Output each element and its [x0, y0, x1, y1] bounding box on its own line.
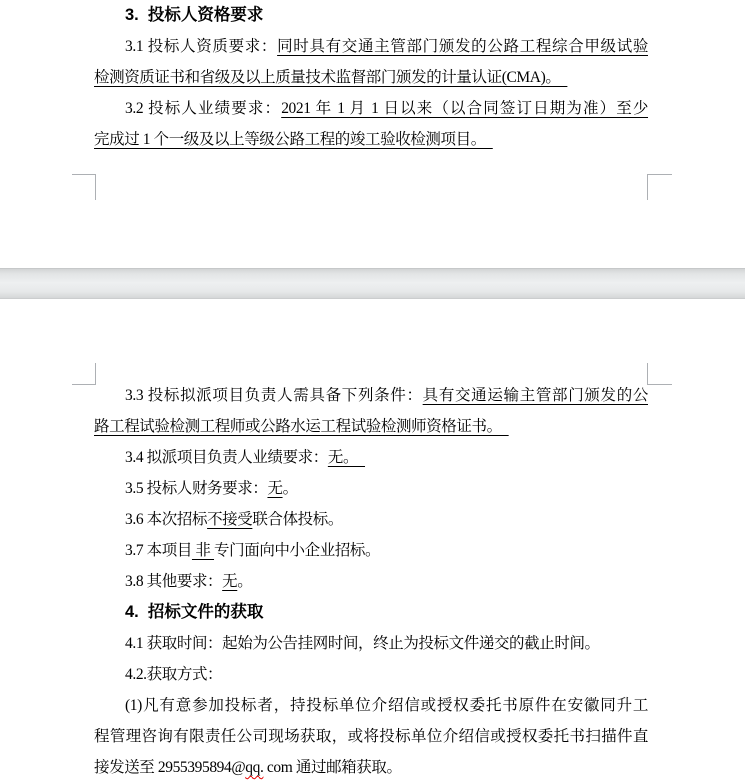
heading-section-3 [94, 0, 648, 31]
para-3-8-underlined: 无 [222, 573, 238, 590]
para-3-7-text-a: 3.7 本项目 [125, 542, 192, 559]
margin-mark-bottom-left [72, 174, 96, 200]
para-3-2-line-1 [94, 93, 648, 124]
para-3-4 [94, 442, 648, 473]
para-4-2-text: 4.2.获取方式： [125, 666, 223, 683]
heading-section-4-text: 4. 招标文件的获取 [125, 603, 264, 621]
para-3-1-line-1 [94, 31, 648, 62]
para-3-8-tail: 。 [237, 573, 253, 590]
para-3-8-label: 3.8 其他要求： [125, 573, 223, 590]
heading-section-4 [94, 597, 648, 628]
para-4-2-1-text-3c: com 通过邮箱获取。 [263, 759, 402, 776]
margin-mark-bottom-right [647, 174, 672, 200]
para-3-2-underlined-2: 完成过 1 个一级及以上等级公路工程的竣工验收检测项目。 [94, 131, 493, 148]
para-3-6 [94, 504, 648, 535]
para-3-1-label: 3.1 投标人资质要求： [125, 38, 278, 55]
para-3-2-line-2 [94, 124, 648, 155]
para-3-3-line-1 [94, 380, 648, 411]
page-break-gap [0, 268, 745, 299]
margin-mark-top-left [72, 363, 96, 385]
para-4-2-1-text-2: 程管理咨询有限责任公司现场获取，或将投标单位介绍信或授权委托书扫描件直 [94, 728, 648, 745]
para-4-2-1-text-3a: 接发送至 2955395894@ [94, 759, 246, 776]
para-3-2-label: 3.2 投标人业绩要求： [125, 100, 282, 117]
para-3-3-label: 3.3 投标拟派项目负责人需具备下列条件： [125, 387, 423, 404]
page-2[interactable] [0, 299, 745, 782]
para-3-6-text-a: 3.6 本次招标 [125, 511, 208, 528]
para-3-8 [94, 566, 648, 597]
page-1[interactable] [0, 0, 745, 268]
para-3-6-text-b: 联合体投标。 [252, 511, 343, 528]
para-3-6-underlined: 不接受 [207, 511, 253, 528]
para-3-7 [94, 535, 648, 566]
para-4-2-1-text-1: (1)凡有意参加投标者，持投标单位介绍信或授权委托书原件在安徽同升工 [125, 697, 648, 714]
para-3-7-underlined: 非 [191, 542, 215, 559]
para-4-1-text: 4.1 获取时间：起始为公告挂网时间，终止为投标文件递交的截止时间。 [125, 635, 600, 652]
para-3-5-label: 3.5 投标人财务要求： [125, 480, 268, 497]
para-3-3-line-2 [94, 411, 648, 442]
para-4-2-1-line-2 [94, 721, 648, 752]
para-3-2-underlined-1: 2021 年 1 月 1 日以来（以合同签订日期为准）至少 [281, 100, 649, 117]
para-3-1-underlined-2: 检测资质证书和省级及以上质量技术监督部门颁发的计量认证(CMA)。 [94, 69, 568, 86]
margin-mark-top-right [647, 363, 672, 385]
para-3-4-label: 3.4 拟派项目负责人业绩要求： [125, 449, 328, 466]
para-3-4-underlined: 无。 [327, 449, 366, 466]
para-4-2-1-line-3 [94, 752, 648, 783]
para-3-1-underlined-1: 同时具有交通主管部门颁发的公路工程综合甲级试验 [277, 38, 648, 55]
para-4-2-1-line-1 [94, 690, 648, 721]
page-1-text-body[interactable] [94, 0, 648, 155]
para-3-7-text-b: 专门面向中小企业招标。 [214, 542, 381, 559]
para-4-1 [94, 628, 648, 659]
para-3-3-underlined-2: 路工程试验检测工程师或公路水运工程试验检测师资格证书。 [94, 418, 509, 435]
para-3-5-underlined: 无 [267, 480, 283, 497]
page-2-text-body[interactable] [94, 299, 648, 783]
email-spellcheck-segment: qq. [245, 759, 264, 776]
para-3-3-underlined-1: 具有交通运输主管部门颁发的公 [422, 387, 648, 404]
para-3-5 [94, 473, 648, 504]
para-3-5-tail: 。 [282, 480, 298, 497]
para-4-2 [94, 659, 648, 690]
heading-section-3-text: 3. 投标人资格要求 [125, 6, 264, 24]
para-3-1-line-2 [94, 62, 648, 93]
